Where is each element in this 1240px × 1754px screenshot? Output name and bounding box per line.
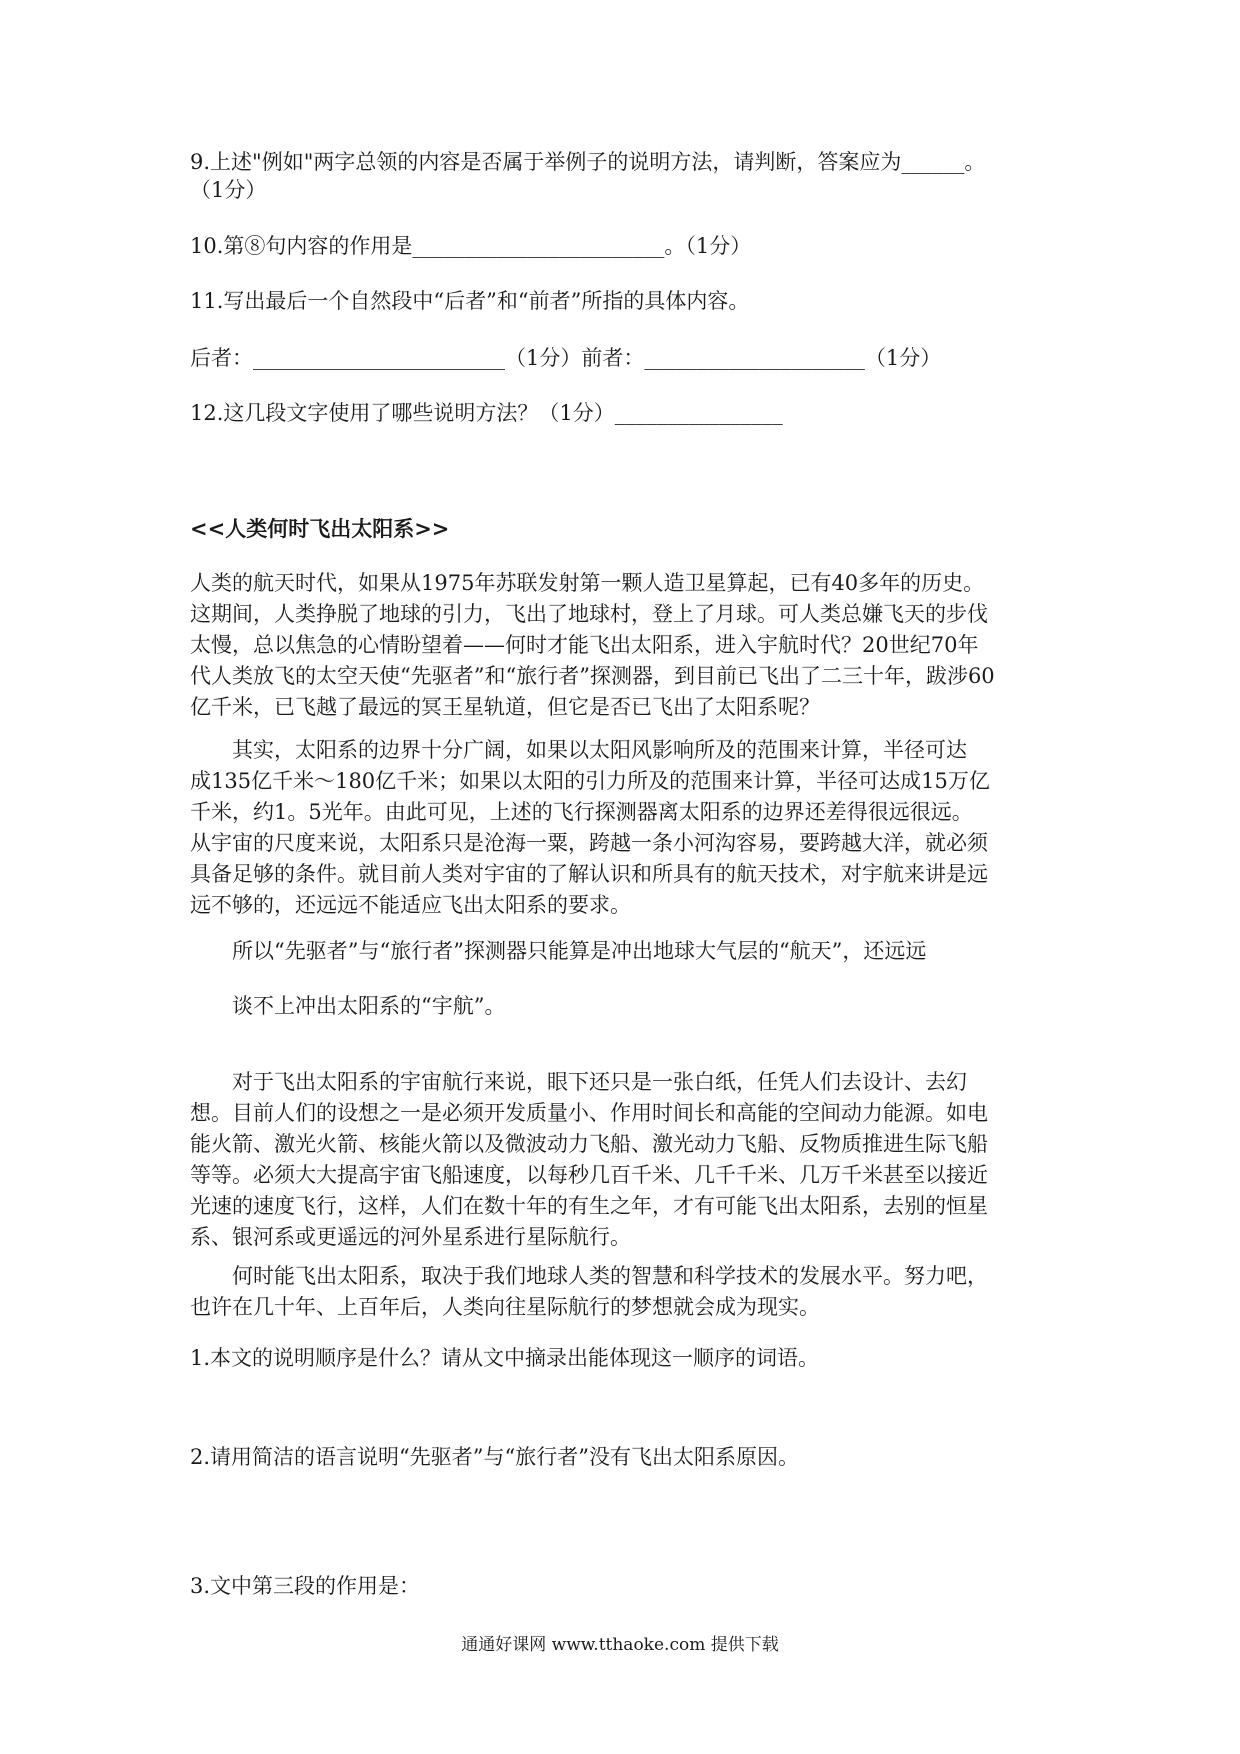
article-paragraph-3-line1: 所以“先驱者”与“旅行者”探测器只能算是冲出地球大气层的“航天”，还远远 [232,939,927,963]
paragraph-line: 亿千米，已飞越了最远的冥王星轨道，但它是否已飞出了太阳系呢？ [190,695,820,719]
paragraph-line: 系、银河系或更遥远的河外星系进行星际航行。 [190,1225,631,1249]
paragraph-line: 人类的航天时代，如果从1975年苏联发射第一颗人造卫星算起，已有40多年的历史。 [190,571,985,595]
paragraph-line: 何时能飞出太阳系，取决于我们地球人类的智慧和科学技术的发展水平。努力吧， [190,1264,988,1288]
paragraph-line: 远不够的，还远远不能适应飞出太阳系的要求。 [190,893,631,917]
paragraph-line: 太慢，总以焦急的心情盼望着——何时才能飞出太阳系，进入宇航时代？20世纪70年 [190,633,979,657]
paragraph-line: 光速的速度飞行，这样，人们在数十年的有生之年，才有可能飞出太阳系，去别的恒星 [190,1194,988,1218]
question-11: 11.写出最后一个自然段中“后者”和“前者”所指的具体内容。 [190,289,750,313]
question-10: 10.第⑧句内容的作用是________________________。（1分） [190,234,752,258]
paragraph-line: 成135亿千米～180亿千米；如果以太阳的引力所及的范围来计算，半径可达成15万亿 [190,769,990,793]
question-9-line1: 9.上述"例如"两字总领的内容是否属于举例子的说明方法，请判断，答案应为______。 [190,150,986,174]
paragraph-line: 具备足够的条件。就目前人类对宇宙的了解认识和所具有的航天技术，对宇航来讲是远 [190,862,988,886]
question-9-line2: （1分） [190,178,267,202]
paragraph-line: 从宇宙的尺度来说，太阳系只是沧海一粟，跨越一条小河沟容易，要跨越大洋，就必须 [190,831,988,855]
article-paragraph-3-line2: 谈不上冲出太阳系的“宇航”。 [232,994,506,1018]
article-paragraph-1 [190,568,1060,723]
article-paragraph-5 [190,1261,1060,1323]
paragraph-line: 这期间，人类挣脱了地球的引力，飞出了地球村，登上了月球。可人类总嫌飞天的步伐 [190,602,988,626]
question-2: 2.请用简洁的语言说明“先驱者”与“旅行者”没有飞出太阳系原因。 [190,1445,799,1469]
paragraph-line: 等等。必须大大提高宇宙飞船速度，以每秒几百千米、几千千米、几万千米甚至以接近 [190,1163,988,1187]
paragraph-line: 代人类放飞的太空天使“先驱者”和“旅行者”探测器，到目前已飞出了二三十年，跋涉60 [190,664,995,688]
question-1: 1.本文的说明顺序是什么？请从文中摘录出能体现这一顺序的词语。 [190,1346,820,1370]
paragraph-line: 也许在几十年、上百年后，人类向往星际航行的梦想就会成为现实。 [190,1295,820,1319]
article-title: <<人类何时飞出太阳系>> [190,516,450,541]
question-11-answer: 后者：________________________（1分）前者：_____________________（1分） [190,346,942,370]
article-paragraph-4 [190,1067,1060,1253]
question-3: 3.文中第三段的作用是： [190,1574,421,1598]
question-12: 12.这几段文字使用了哪些说明方法？（1分）________________ [190,401,783,425]
paragraph-line: 千米，约1。5光年。由此可见，上述的飞行探测器离太阳系的边界还差得很远很远。 [190,800,973,824]
paragraph-line: 对于飞出太阳系的宇宙航行来说，眼下还只是一张白纸，任凭人们去设计、去幻 [190,1070,967,1094]
paragraph-line: 能火箭、激光火箭、核能火箭以及微波动力飞船、激光动力飞船、反物质推进生际飞船 [190,1132,988,1156]
paragraph-line: 其实，太阳系的边界十分广阔，如果以太阳风影响所及的范围来计算，半径可达 [190,738,967,762]
article-paragraph-2 [190,735,1060,921]
page-footer: 通通好课网 www.tthaoke.com 提供下载 [461,1635,779,1655]
paragraph-line: 想。目前人们的设想之一是必须开发质量小、作用时间长和高能的空间动力能源。如电 [190,1101,988,1125]
